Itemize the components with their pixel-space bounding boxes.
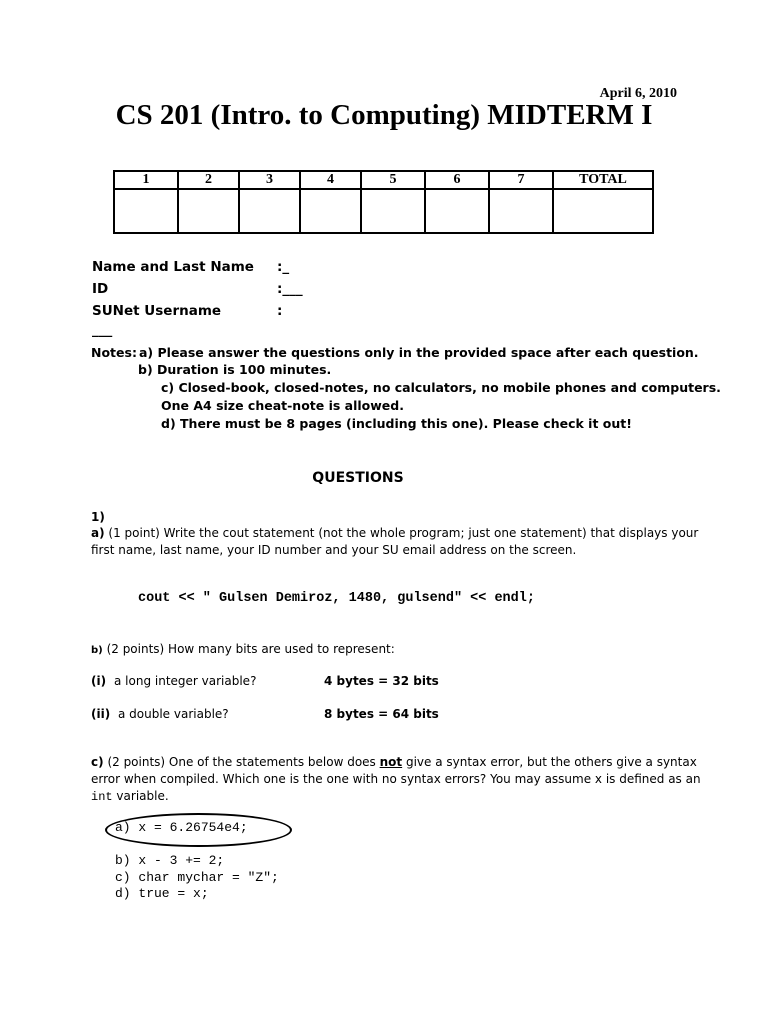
notes-prefix: Notes: bbox=[91, 345, 137, 360]
name-field: :_ bbox=[277, 259, 290, 275]
question-1b-text: (2 points) How many bits are used to represent: bbox=[106, 642, 395, 656]
score-col-3: 3 bbox=[239, 171, 300, 189]
option-a: a) x = 6.26754e4; bbox=[115, 820, 248, 835]
option-b: b) x - 3 += 2; bbox=[115, 853, 225, 868]
id-label: ID bbox=[92, 281, 109, 297]
item-ii-text: a double variable? bbox=[118, 707, 229, 721]
question-1a-text: (1 point) Write the cout statement (not the whole program; just one statement) that displays your bbox=[108, 526, 699, 540]
score-table bbox=[113, 170, 654, 234]
score-table-header-row bbox=[114, 171, 653, 189]
question-1-number: 1) bbox=[91, 510, 105, 524]
note-a: a) Please answer the questions only in the provided space after each question. bbox=[139, 345, 699, 360]
item-i-answer: 4 bytes = 32 bits bbox=[324, 674, 439, 688]
exam-date: April 6, 2010 bbox=[599, 86, 677, 101]
question-1b-label: b) bbox=[91, 645, 103, 656]
int-keyword: int bbox=[91, 790, 113, 804]
item-i-number: (i) bbox=[91, 674, 107, 688]
score-cell bbox=[489, 189, 553, 233]
score-cell bbox=[425, 189, 489, 233]
sunet-field: : bbox=[277, 303, 283, 319]
questions-heading: QUESTIONS bbox=[312, 470, 404, 486]
score-col-4: 4 bbox=[300, 171, 361, 189]
id-field: :___ bbox=[277, 281, 303, 297]
question-1c-text-b: give a syntax error, but the others give a syntax bbox=[402, 755, 697, 769]
score-cell bbox=[361, 189, 425, 233]
sunet-label: SUNet Username bbox=[92, 303, 222, 319]
question-1c-text-line3-rest: variable. bbox=[112, 789, 169, 803]
question-1c-text-line2: error when compiled. Which one is the one with no syntax errors? You may assume x is defined as an bbox=[91, 772, 701, 786]
score-col-5: 5 bbox=[361, 171, 425, 189]
exam-title: CS 201 (Intro. to Computing) MIDTERM I bbox=[115, 99, 653, 131]
item-ii-answer: 8 bytes = 64 bits bbox=[324, 707, 439, 721]
question-1c-text-line3 bbox=[91, 789, 169, 804]
score-cell bbox=[178, 189, 239, 233]
question-1a-text-line2: first name, last name, your ID number and your SU email address on the screen. bbox=[91, 543, 577, 557]
note-c-continued: One A4 size cheat-note is allowed. bbox=[161, 398, 404, 413]
question-1a-answer: cout << " Gulsen Demiroz, 1480, gulsend" << endl; bbox=[138, 591, 535, 606]
question-1c-not-emphasis: not bbox=[379, 755, 403, 769]
score-col-total: TOTAL bbox=[553, 171, 653, 189]
trailing-blank-line: ___ bbox=[92, 322, 113, 338]
score-col-7: 7 bbox=[489, 171, 553, 189]
score-col-6: 6 bbox=[425, 171, 489, 189]
question-1a bbox=[91, 526, 698, 540]
score-col-2: 2 bbox=[178, 171, 239, 189]
note-c: c) Closed-book, closed-notes, no calculators, no mobile phones and computers. bbox=[161, 380, 721, 395]
score-col-1: 1 bbox=[114, 171, 178, 189]
option-d: d) true = x; bbox=[115, 886, 209, 901]
item-i-text: a long integer variable? bbox=[114, 674, 257, 688]
note-d: d) There must be 8 pages (including this one). Please check it out! bbox=[161, 416, 632, 431]
score-cell bbox=[553, 189, 653, 233]
question-1c-text-a: (2 points) One of the statements below does bbox=[107, 755, 380, 769]
score-cell bbox=[114, 189, 178, 233]
question-1b bbox=[91, 642, 395, 656]
question-1a-label: a) bbox=[91, 526, 105, 540]
name-label: Name and Last Name bbox=[92, 259, 254, 275]
score-cell bbox=[239, 189, 300, 233]
option-c: c) char mychar = "Z"; bbox=[115, 870, 279, 885]
score-cell bbox=[300, 189, 361, 233]
item-ii-number: (ii) bbox=[91, 707, 111, 721]
score-table-entry-row bbox=[114, 189, 653, 233]
question-1c bbox=[91, 755, 697, 769]
note-b: b) Duration is 100 minutes. bbox=[138, 362, 332, 377]
question-1c-label: c) bbox=[91, 755, 104, 769]
